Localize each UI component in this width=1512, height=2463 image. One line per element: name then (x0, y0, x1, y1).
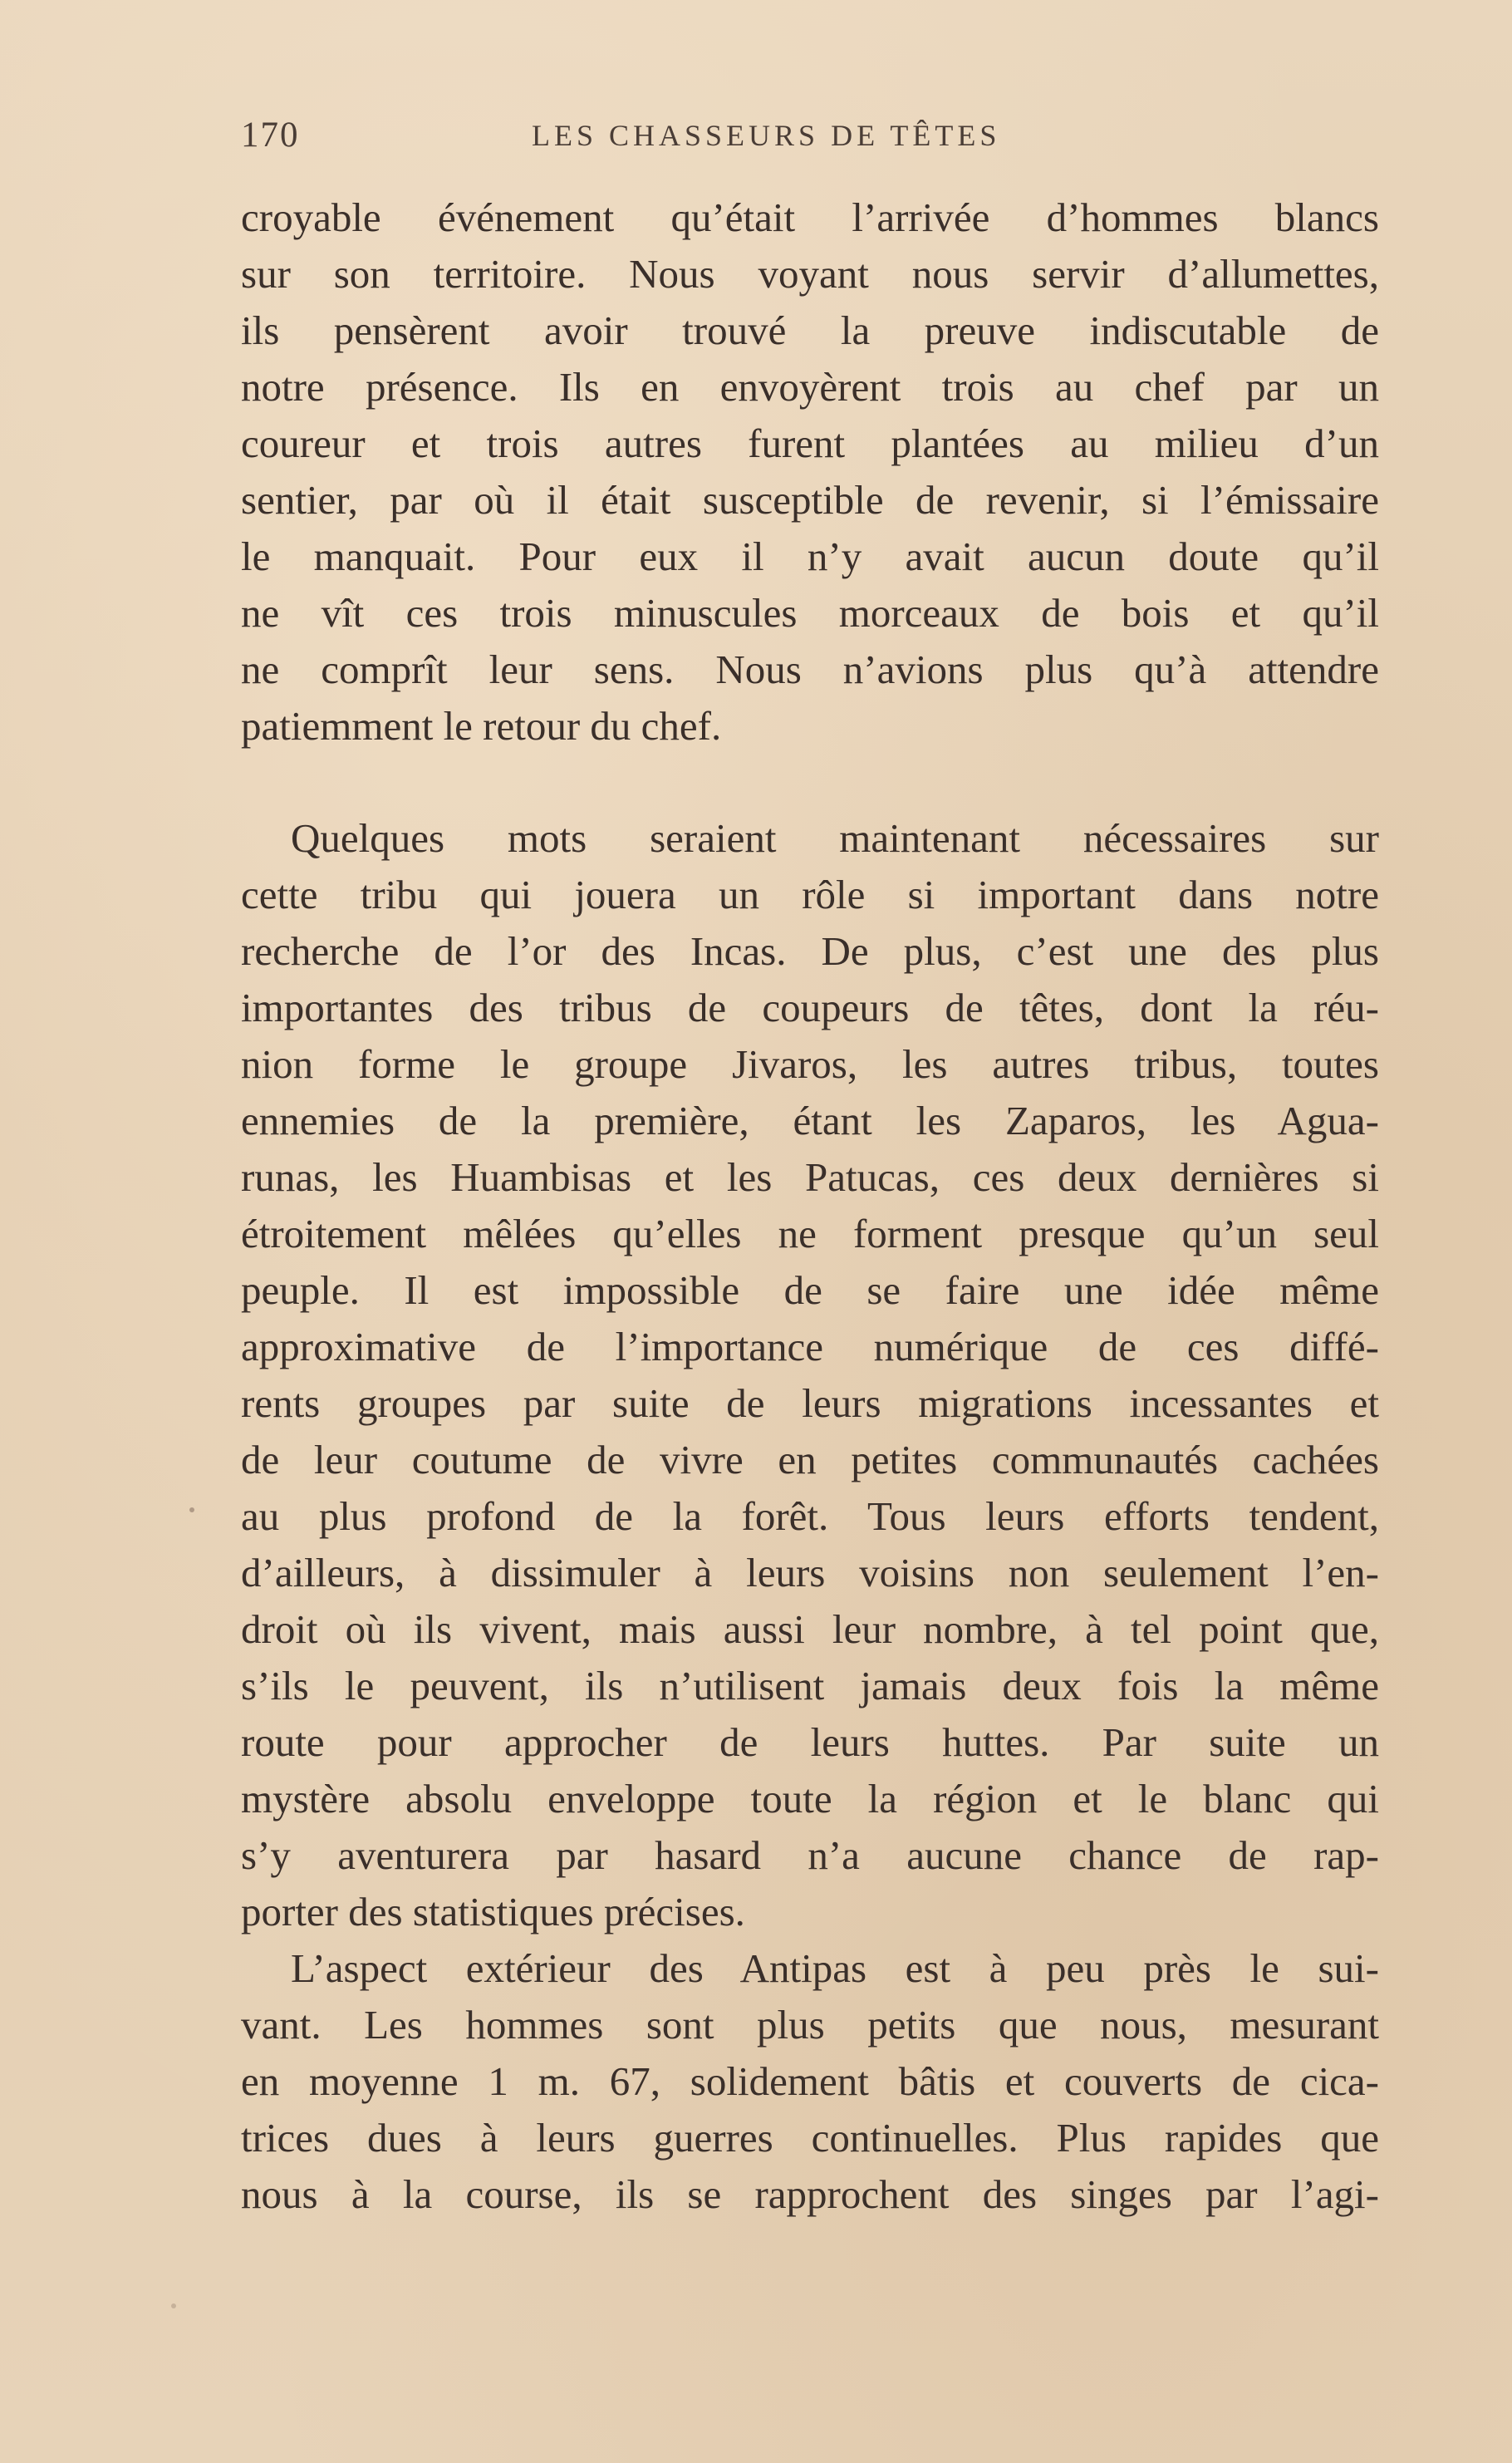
text-line: de leur coutume de vivre en petites communautés cachées (241, 1437, 1379, 1482)
text-line: sur son territoire. Nous voyant nous servir d’allumettes, (241, 251, 1379, 297)
text-line: ne comprît leur sens. Nous n’avions plus qu’à attendre (241, 646, 1379, 692)
text-line: ne vît ces trois minuscules morceaux de bois et qu’il (241, 590, 1379, 636)
paper-speck (189, 1507, 194, 1512)
text-line: croyable événement qu’était l’arrivée d’hommes blancs (241, 194, 1379, 240)
text-line: ennemies de la première, étant les Zaparos, les Agua- (241, 1098, 1379, 1143)
text-line: nous à la course, ils se rapprochent des singes par l’agi- (241, 2171, 1379, 2217)
text-line: patiemment le retour du chef. (241, 703, 722, 749)
text-line: s’ils le peuvent, ils n’utilisent jamais deux fois la même (241, 1663, 1379, 1708)
text-line: au plus profond de la forêt. Tous leurs efforts tendent, (241, 1493, 1379, 1539)
text-line: peuple. Il est impossible de se faire une idée même (241, 1267, 1379, 1313)
paragraph-1 (241, 189, 1379, 755)
text-line: trices dues à leurs guerres continuelles. Plus rapides que (241, 2115, 1379, 2161)
text-line: le manquait. Pour eux il n’y avait aucun doute qu’il (241, 533, 1379, 579)
text-line: d’ailleurs, à dissimuler à leurs voisins non seulement l’en- (241, 1550, 1379, 1595)
text-line: runas, les Huambisas et les Patucas, ces deux dernières si (241, 1154, 1379, 1200)
text-line: approximative de l’importance numérique de ces diffé- (241, 1324, 1379, 1369)
text-line: route pour approcher de leurs huttes. Par suite un (241, 1719, 1379, 1765)
text-line: nion forme le groupe Jivaros, les autres tribus, toutes (241, 1041, 1379, 1087)
text-line: rents groupes par suite de leurs migrations incessantes et (241, 1380, 1379, 1426)
text-line: importantes des tribus de coupeurs de têtes, dont la réu- (241, 985, 1379, 1030)
text-line: cette tribu qui jouera un rôle si important dans notre (241, 872, 1379, 917)
paper-speck (171, 2303, 176, 2308)
text-line: coureur et trois autres furent plantées au milieu d’un (241, 420, 1379, 466)
text-line: ils pensèrent avoir trouvé la preuve indiscutable de (241, 307, 1379, 353)
text-line: notre présence. Ils en envoyèrent trois au chef par un (241, 364, 1379, 410)
page-number: 170 (241, 116, 300, 155)
text-line: mystère absolu enveloppe toute la région et le blanc qui (241, 1776, 1379, 1821)
text-line: L’aspect extérieur des Antipas est à peu près le sui- (291, 1945, 1379, 1991)
text-line: porter des statistiques précises. (241, 1889, 745, 1935)
text-line: sentier, par où il était susceptible de revenir, si l’émissaire (241, 477, 1379, 523)
text-line: recherche de l’or des Incas. De plus, c’est une des plus (241, 928, 1379, 974)
text-line: étroitement mêlées qu’elles ne forment presque qu’un seul (241, 1211, 1379, 1256)
text-line: droit où ils vivent, mais aussi leur nombre, à tel point que, (241, 1606, 1379, 1652)
page-header (241, 115, 1379, 165)
running-title: LES CHASSEURS DE TÊTES (532, 119, 1001, 152)
paragraph-2 (241, 810, 1379, 1940)
body-text (241, 189, 1379, 2223)
paragraph-gap (241, 755, 1379, 810)
paragraph-3 (241, 1940, 1379, 2223)
text-line: s’y aventurera par hasard n’a aucune chance de rap- (241, 1832, 1379, 1878)
text-line: en moyenne 1 m. 67, solidement bâtis et couverts de cica- (241, 2058, 1379, 2104)
text-line: vant. Les hommes sont plus petits que nous, mesurant (241, 2002, 1379, 2048)
text-line: Quelques mots seraient maintenant nécessaires sur (291, 815, 1379, 861)
